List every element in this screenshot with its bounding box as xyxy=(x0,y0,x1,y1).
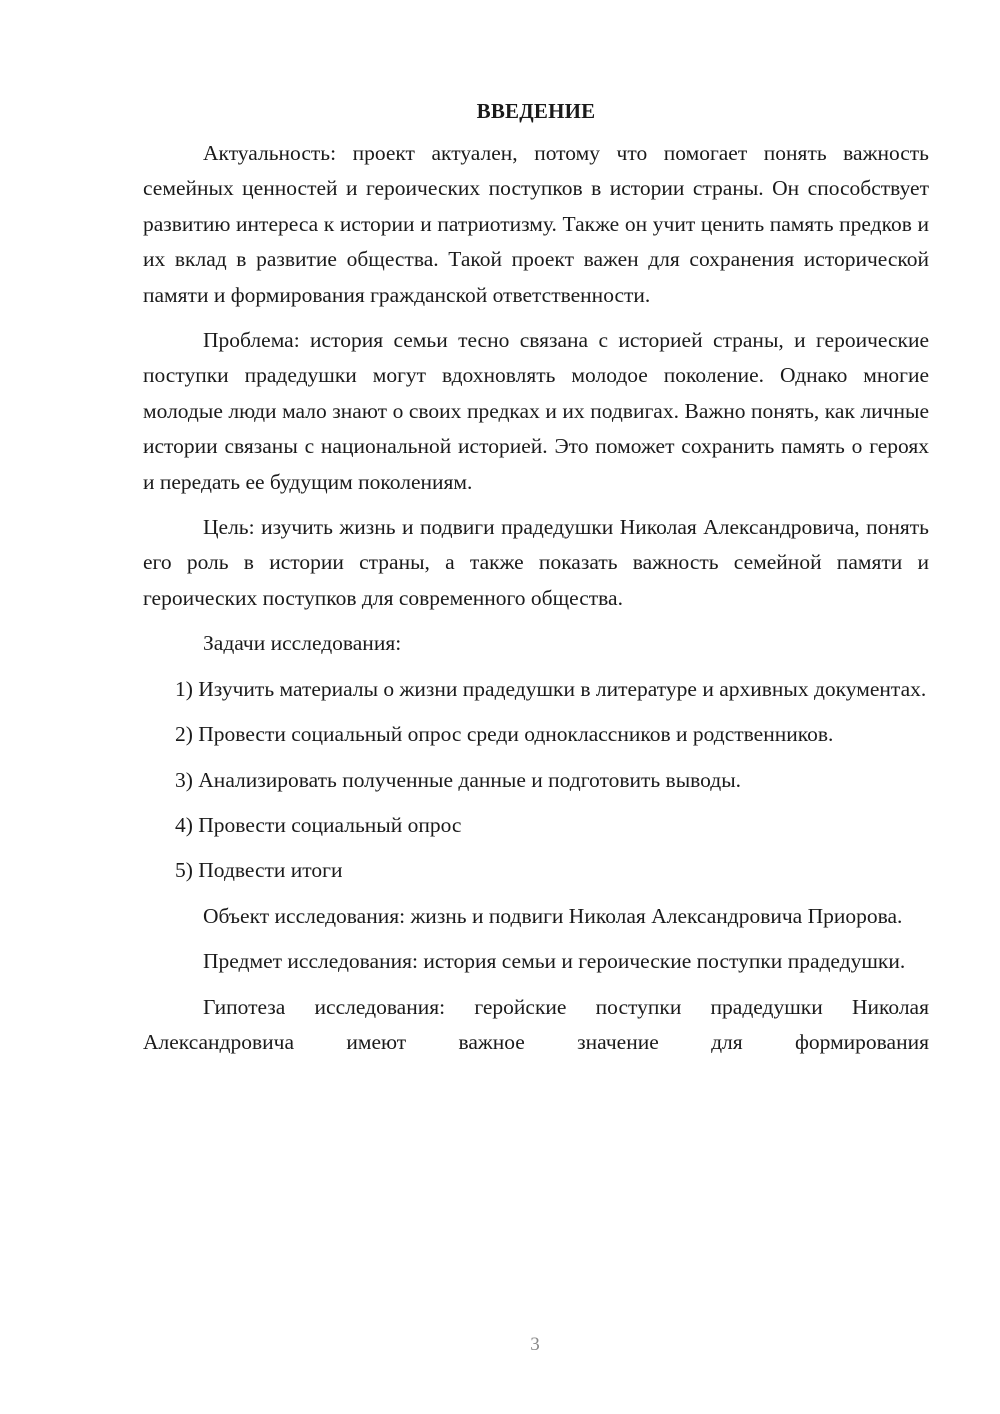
task-item-3: 3) Анализировать полученные данные и подготовить выводы. xyxy=(175,767,742,792)
task-item-2: 2) Провести социальный опрос среди одноклассников и родственников. xyxy=(175,722,834,747)
task-item-5: 5) Подвести итоги xyxy=(175,858,343,883)
document-page xyxy=(143,96,929,1070)
tasks-title: Задачи исследования: xyxy=(203,631,402,656)
task-item-4: 4) Провести социальный опрос xyxy=(175,812,462,837)
page-number: 3 xyxy=(530,1334,540,1355)
section-heading: ВВЕДЕНИЕ xyxy=(476,99,596,123)
relevance-paragraph: Актуальность: проект актуален, потому что помогает понять важность семейных ценностей и героических поступков в истории страны. Он способствует развитию интереса к истории и патриотизму. Также он учит ценить память предков и их вклад в развитие общества. Такой проект важен для сохранения исторической памяти и формирования гражданской ответственности. xyxy=(143,141,929,307)
task-item-1: 1) Изучить материалы о жизни прадедушки в литературе и архивных документах. xyxy=(175,676,927,701)
object-paragraph: Объект исследования: жизнь и подвиги Николая Александровича Приорова. xyxy=(203,903,903,928)
goal-paragraph: Цель: изучить жизнь и подвиги прадедушки Николая Александровича, понять его роль в истории страны, а также показать важность семейной памяти и героических поступков для современного общества. xyxy=(143,515,929,610)
problem-paragraph: Проблема: история семьи тесно связана с историей страны, и героические поступки прадедушки могут вдохновлять молодое поколение. Однако многие молодые люди мало знают о своих предках и их подвигах. Важно понять, как личные истории связаны с национальной историей. Это поможет сохранить память о героях и передать ее будущим поколениям. xyxy=(143,328,929,494)
hypothesis-paragraph: Гипотеза исследования: геройские поступки прадедушки Николая Александровича имеют важное значение для формирования xyxy=(143,994,929,1054)
subject-paragraph: Предмет исследования: история семьи и героические поступки прадедушки. xyxy=(203,949,906,974)
